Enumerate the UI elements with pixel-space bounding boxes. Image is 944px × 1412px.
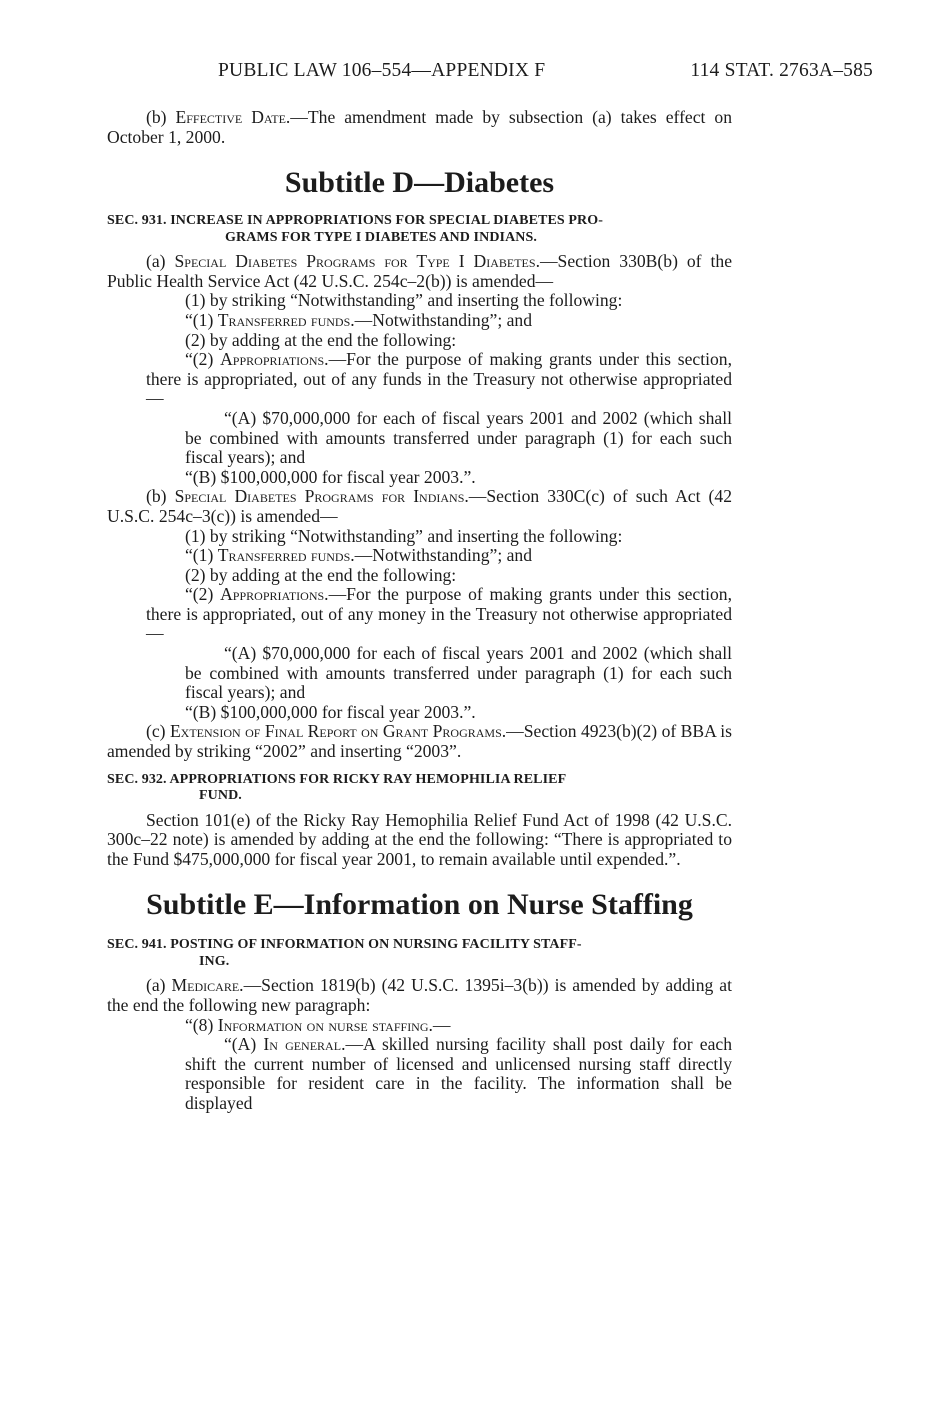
sec-931-heading: SEC. 931. INCREASE IN APPROPRIATIONS FOR SPECIAL DIABETES PRO- GRAMS FOR TYPE I DIABETES AND INDIANS. <box>107 213 604 245</box>
sec-931-b-1: (1) by striking “Notwithstanding” and inserting the following: <box>185 525 623 546</box>
statute-page-number: 114 STAT. 2763A–585 <box>690 60 873 81</box>
sec-932-heading: SEC. 932. APPROPRIATIONS FOR RICKY RAY HEMOPHILIA RELIEF FUND. <box>107 771 567 804</box>
effective-date-paragraph: (b) Effective Date.—The amendment made by subsection (a) takes effect on October 1, 2000. <box>107 107 732 147</box>
running-head <box>218 60 873 82</box>
sec-931-b-2-A: “(A) $70,000,000 for each of fiscal years 2001 and 2002 (which shall be combined with amounts transferred under paragraph (1) for each such fiscal years); and <box>185 643 732 703</box>
sec-941-a-8-A: “(A) In general.—A skilled nursing facility shall post daily for each shift the current number of licensed and unlicensed nursing staff directly responsible for resident care in the facility. The information shall be displayed <box>185 1034 732 1113</box>
sec-941-a: (a) Medicare.—Section 1819(b) (42 U.S.C. 1395i–3(b)) is amended by adding at the end the following new paragraph: <box>107 975 732 1015</box>
page-body <box>107 108 732 1114</box>
sec-931-a-1: (1) by striking “Notwithstanding” and inserting the following: <box>185 290 623 311</box>
sec-931-a-2: (2) by adding at the end the following: <box>185 329 457 350</box>
sec-932-text: Section 101(e) of the Ricky Ray Hemophilia Relief Fund Act of 1998 (42 U.S.C. 300c–22 note) is amended by adding at the end the following: “There is appropriated to the Fund $475,000,000 for fiscal year 2001, to remain available until expended.”. <box>107 809 732 869</box>
subtitle-d-heading: Subtitle D—Diabetes <box>284 166 555 200</box>
sec-941-a-8: “(8) Information on nurse staffing.— <box>185 1014 451 1035</box>
sec-931-a-2-B: “(B) $100,000,000 for fiscal year 2003.”. <box>185 466 476 487</box>
sec-931-a-2-quote: “(2) Appropriations.—For the purpose of making grants under this section, there is appropriated, out of any funds in the Treasury not otherwise appropriated— <box>146 349 732 409</box>
sec-941-heading: SEC. 941. POSTING OF INFORMATION ON NURSING FACILITY STAFF- ING. <box>107 937 582 969</box>
sec-931-a-1-quote: “(1) Transferred funds.—Notwithstanding”; and <box>185 309 533 330</box>
sec-931-a: (a) Special Diabetes Programs for Type I Diabetes.—Section 330B(b) of the Public Health Service Act (42 U.S.C. 254c–2(b)) is amended— <box>107 251 732 291</box>
subtitle-e-heading: Subtitle E—Information on Nurse Staffing <box>146 888 693 922</box>
public-law-header: PUBLIC LAW 106–554—APPENDIX F <box>218 60 546 81</box>
sec-931-b-2-quote: “(2) Appropriations.—For the purpose of making grants under this section, there is appropriated, out of any money in the Treasury not otherwise appropriated— <box>146 584 732 644</box>
sec-931-b: (b) Special Diabetes Programs for Indians.—Section 330C(c) of such Act (42 U.S.C. 254c–3(c)) is amended— <box>107 486 732 526</box>
sec-931-b-2-B: “(B) $100,000,000 for fiscal year 2003.”. <box>185 701 476 722</box>
sec-931-a-2-A: “(A) $70,000,000 for each of fiscal years 2001 and 2002 (which shall be combined with amounts transferred under paragraph (1) for each such fiscal years); and <box>185 407 732 468</box>
sec-931-b-1-quote: “(1) Transferred funds.—Notwithstanding”; and <box>185 545 533 566</box>
sec-931-c: (c) Extension of Final Report on Grant Programs.—Section 4923(b)(2) of BBA is amended by striking “2002” and inserting “2003”. <box>107 721 732 762</box>
sec-931-b-2: (2) by adding at the end the following: <box>185 564 457 585</box>
